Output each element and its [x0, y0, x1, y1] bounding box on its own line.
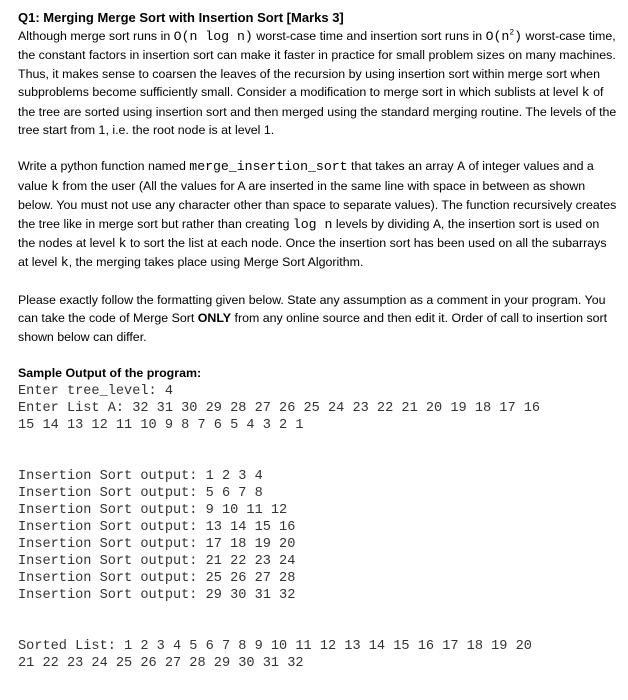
sample-line: Enter tree_level: 4 [18, 383, 173, 399]
code-run: ) [514, 29, 523, 44]
text-run: levels by dividing [332, 216, 433, 231]
code-k: k [118, 236, 127, 252]
code-function-name: merge_insertion_sort [189, 159, 348, 175]
spacer [18, 273, 618, 291]
sample-line: Insertion Sort output: 13 14 15 16 [18, 519, 296, 535]
code-A: A [432, 216, 441, 232]
code-k: k [51, 178, 59, 194]
code-complexity-merge: O(n log n) [173, 29, 253, 44]
sample-line: 21 22 23 24 25 26 27 28 29 30 31 32 [18, 655, 304, 671]
text-run: of the tree are sorted using insertion sort and then merged using the standard merging routine. The levels of the tree start from 1, i.e. the root node is at level 1. [18, 85, 617, 138]
sample-line: Sorted List: 1 2 3 4 5 6 7 8 9 10 11 12 13 14 15 16 17 18 19 20 [18, 638, 532, 654]
sample-output-block [18, 383, 618, 672]
emphasis-only: ONLY [197, 311, 232, 326]
spacer [18, 346, 618, 364]
text-run: that takes an array [347, 159, 458, 174]
text-run: Please exactly follow the formatting given below. State any assumption as a comment in your program. You can take the code of Merge Sort [18, 292, 606, 326]
text-run: Although merge sort runs in [18, 29, 174, 43]
code-A: A [457, 159, 465, 175]
text-run: from any online source and then edit it. Order of call to insertion sort shown below can differ. [18, 311, 608, 344]
sample-line: Insertion Sort output: 9 10 11 12 [18, 502, 288, 518]
sample-line: Insertion Sort output: 5 6 7 8 [18, 485, 263, 501]
text-run: worst-case time, the constant factors in insertion sort can make it faster in practice for small problem sizes on many machines. Thus, it makes sense to coarsen the leaves of the recursion by using insertion sort within merge sort when subproblems become sufficiently small. Consider a modification to merge sort in which sublists at level [18, 29, 616, 100]
sample-line: Insertion Sort output: 29 30 31 32 [18, 587, 296, 603]
sample-output-heading: Sample Output of the program: [18, 366, 202, 381]
code-complexity-insertion [486, 29, 522, 44]
question-title: Q1: Merging Merge Sort with Insertion Sort [Marks 3] [18, 10, 344, 25]
sample-line-blank [18, 604, 618, 621]
paragraph-intro [18, 27, 618, 139]
code-run: O(n [485, 29, 510, 44]
text-run: Write a python function named [18, 159, 190, 174]
spacer [18, 139, 618, 157]
sample-line-blank [18, 434, 618, 451]
text-run: worst-case time and insertion sort runs in [252, 29, 486, 43]
paragraph-task [18, 157, 618, 272]
sample-line: Insertion Sort output: 17 18 19 20 [18, 536, 296, 552]
paragraph-instructions [18, 291, 618, 346]
document-page [18, 8, 618, 672]
text-run: , the insertion sort is used on the nodes at level [18, 216, 600, 251]
sample-line-blank [18, 451, 618, 468]
code-log-n: log n [292, 216, 333, 232]
text-run: , the merging takes place using Merge Sort Algorithm. [68, 255, 364, 270]
sample-line: Insertion Sort output: 21 22 23 24 [18, 553, 296, 569]
sample-line: 15 14 13 12 11 10 9 8 7 6 5 4 3 2 1 [18, 417, 304, 433]
text-run: from the user (All the values for A are inserted in the same line with space in between as shown below. You must not use any character other than space to separate values). The function recursively creates the tree like in merge sort but rather than creating [18, 178, 617, 231]
text-run: to sort the list at each node. Once the insertion sort has been used on all the subarrays at level [18, 236, 607, 270]
sample-line: Insertion Sort output: 25 26 27 28 [18, 570, 296, 586]
superscript: 2 [509, 28, 515, 38]
code-k: k [60, 255, 69, 271]
sample-line: Enter List A: 32 31 30 29 28 27 26 25 24 23 22 21 20 19 18 17 16 [18, 400, 541, 416]
text-run: of integer values and a value [18, 159, 594, 193]
sample-line: Insertion Sort output: 1 2 3 4 [18, 468, 263, 484]
code-k: k [581, 85, 590, 101]
sample-line-blank [18, 621, 618, 638]
